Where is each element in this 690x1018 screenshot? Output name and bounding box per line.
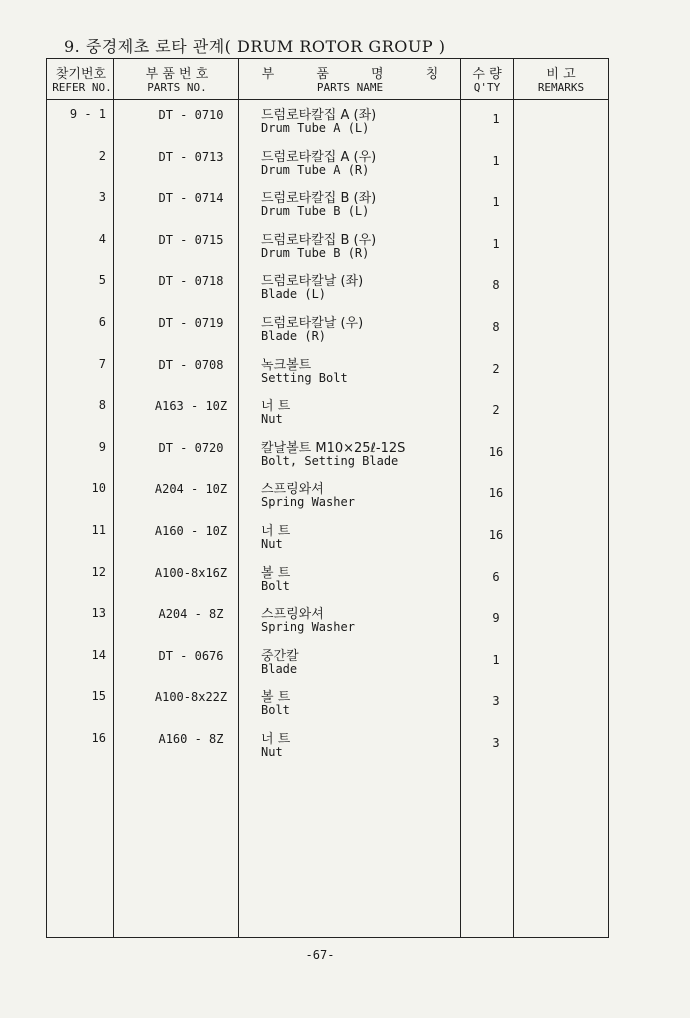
table-row bbox=[46, 146, 609, 188]
refer-no: 13 bbox=[91, 606, 106, 621]
quantity: 1 bbox=[492, 652, 500, 667]
part-name-en: Bolt, Setting Blade bbox=[261, 453, 399, 468]
header-partsno-ko: 부 품 번 호 bbox=[145, 67, 209, 82]
quantity: 16 bbox=[488, 528, 504, 542]
part-name-en: Drum Tube B (L) bbox=[261, 204, 370, 219]
part-name-ko: 드럼로타칼집 A (우) bbox=[261, 149, 377, 165]
table-row bbox=[46, 686, 609, 728]
quantity: 8 bbox=[492, 320, 500, 334]
table-row bbox=[46, 478, 609, 520]
header-partsname-ko: 부 품 명 칭 bbox=[261, 67, 439, 82]
quantity: 3 bbox=[492, 736, 500, 750]
part-name-ko: 너 트 bbox=[261, 399, 291, 415]
page-number: -67- bbox=[305, 948, 335, 962]
quantity: 1 bbox=[492, 112, 500, 126]
part-number: A160 - 10Z bbox=[154, 524, 228, 538]
refer-no: 15 bbox=[91, 689, 106, 704]
part-name-ko: 드럼로타칼날 (좌) bbox=[261, 274, 364, 290]
part-number: DT - 0715 bbox=[158, 232, 224, 247]
part-name-ko: 드럼로타칼집 B (좌) bbox=[261, 191, 377, 207]
header-refer-en: REFER NO. bbox=[52, 81, 112, 94]
part-name-ko: 볼 트 bbox=[261, 690, 291, 706]
page-title: 9. 중경제초 로타 관계( DRUM ROTOR GROUP ) bbox=[64, 37, 446, 56]
table-row bbox=[46, 603, 609, 645]
quantity: 1 bbox=[492, 195, 500, 210]
quantity: 9 bbox=[492, 611, 500, 626]
header-divider bbox=[46, 99, 609, 100]
table-row bbox=[46, 437, 609, 479]
part-number: A100-8x22Z bbox=[154, 690, 228, 705]
table-row bbox=[46, 520, 609, 562]
table-row bbox=[46, 562, 609, 604]
part-number: DT - 0714 bbox=[158, 191, 224, 206]
part-name-ko: 볼 트 bbox=[261, 565, 291, 581]
table-row bbox=[46, 395, 609, 437]
part-name-ko: 드럼로타칼집 B (우) bbox=[261, 232, 377, 248]
part-number: DT - 0720 bbox=[158, 440, 224, 455]
refer-no: 16 bbox=[91, 731, 106, 745]
refer-no: 3 bbox=[98, 190, 106, 205]
part-number: A100-8x16Z bbox=[154, 565, 228, 580]
part-name-ko: 스프링와셔 bbox=[261, 482, 324, 498]
header-remarks-en: REMARKS bbox=[537, 81, 585, 94]
part-name-en: Drum Tube B (R) bbox=[261, 245, 370, 260]
part-name-en: Bolt bbox=[261, 703, 290, 718]
table-row bbox=[46, 187, 609, 229]
refer-no: 6 bbox=[98, 315, 106, 329]
refer-no: 10 bbox=[91, 481, 106, 496]
part-name-en: Spring Washer bbox=[261, 620, 355, 635]
part-name-ko: 너 트 bbox=[261, 732, 291, 747]
quantity: 2 bbox=[492, 403, 500, 418]
part-name-ko: 스프링와셔 bbox=[261, 607, 324, 623]
quantity: 3 bbox=[492, 694, 500, 709]
part-number: A204 - 10Z bbox=[154, 482, 228, 497]
header-refer-ko: 찾기번호 bbox=[55, 67, 107, 82]
part-name-en: Blade (L) bbox=[261, 287, 327, 302]
quantity: 16 bbox=[488, 486, 504, 501]
quantity: 1 bbox=[492, 236, 500, 251]
refer-no: 7 bbox=[98, 356, 106, 371]
header-qty-en: Q'TY bbox=[473, 81, 501, 94]
refer-no: 5 bbox=[98, 273, 106, 288]
refer-no: 14 bbox=[91, 647, 106, 662]
part-name-en: Blade bbox=[261, 661, 298, 676]
table-row bbox=[46, 354, 609, 396]
part-name-ko: 칼날볼트 M10×25ℓ-12S bbox=[261, 440, 406, 456]
part-name-ko: 드럼로타칼집 A (좌) bbox=[261, 108, 377, 123]
quantity: 8 bbox=[492, 278, 500, 293]
part-number: DT - 0719 bbox=[158, 316, 224, 330]
part-name-en: Setting Bolt bbox=[261, 370, 348, 385]
quantity: 6 bbox=[492, 569, 500, 584]
refer-no: 12 bbox=[91, 564, 106, 579]
part-number: A160 - 8Z bbox=[158, 732, 224, 746]
refer-no: 11 bbox=[91, 523, 106, 537]
part-name-en: Nut bbox=[261, 745, 283, 759]
part-name-en: Nut bbox=[261, 412, 283, 427]
header-partsno-en: PARTS NO. bbox=[147, 81, 207, 94]
part-number: A204 - 8Z bbox=[158, 607, 224, 622]
table-row bbox=[46, 728, 609, 770]
part-name-ko: 너 트 bbox=[261, 524, 291, 539]
table-row bbox=[46, 270, 609, 312]
part-number: DT - 0710 bbox=[158, 108, 224, 122]
refer-no: 8 bbox=[98, 398, 106, 413]
part-name-en: Drum Tube A (L) bbox=[261, 121, 370, 135]
part-name-en: Bolt bbox=[261, 578, 290, 593]
refer-no: 2 bbox=[98, 148, 106, 163]
table-row bbox=[46, 104, 609, 146]
refer-no: 4 bbox=[98, 231, 106, 246]
part-name-en: Spring Washer bbox=[261, 495, 355, 510]
part-name-ko: 녹크볼트 bbox=[261, 357, 312, 373]
header-partsname-en: PARTS NAME bbox=[316, 81, 384, 94]
quantity: 1 bbox=[492, 153, 500, 168]
table-row bbox=[46, 229, 609, 271]
refer-no: 9 - 1 bbox=[69, 107, 106, 121]
header-qty-ko: 수 량 bbox=[472, 67, 502, 82]
part-name-ko: 중간칼 bbox=[261, 648, 299, 664]
part-name-en: Blade (R) bbox=[261, 329, 327, 343]
quantity: 2 bbox=[492, 361, 500, 376]
part-number: A163 - 10Z bbox=[154, 399, 228, 414]
header-remarks-ko: 비 고 bbox=[546, 67, 576, 82]
part-number: DT - 0713 bbox=[158, 149, 224, 164]
part-number: DT - 0708 bbox=[158, 357, 224, 372]
quantity: 16 bbox=[488, 444, 504, 459]
table-row bbox=[46, 645, 609, 687]
part-name-ko: 드럼로타칼날 (우) bbox=[261, 316, 364, 331]
part-name-en: Drum Tube A (R) bbox=[261, 162, 370, 177]
part-number: DT - 0718 bbox=[158, 274, 224, 289]
table-row bbox=[46, 312, 609, 354]
part-number: DT - 0676 bbox=[158, 648, 224, 663]
refer-no: 9 bbox=[98, 439, 106, 454]
part-name-en: Nut bbox=[261, 537, 283, 551]
